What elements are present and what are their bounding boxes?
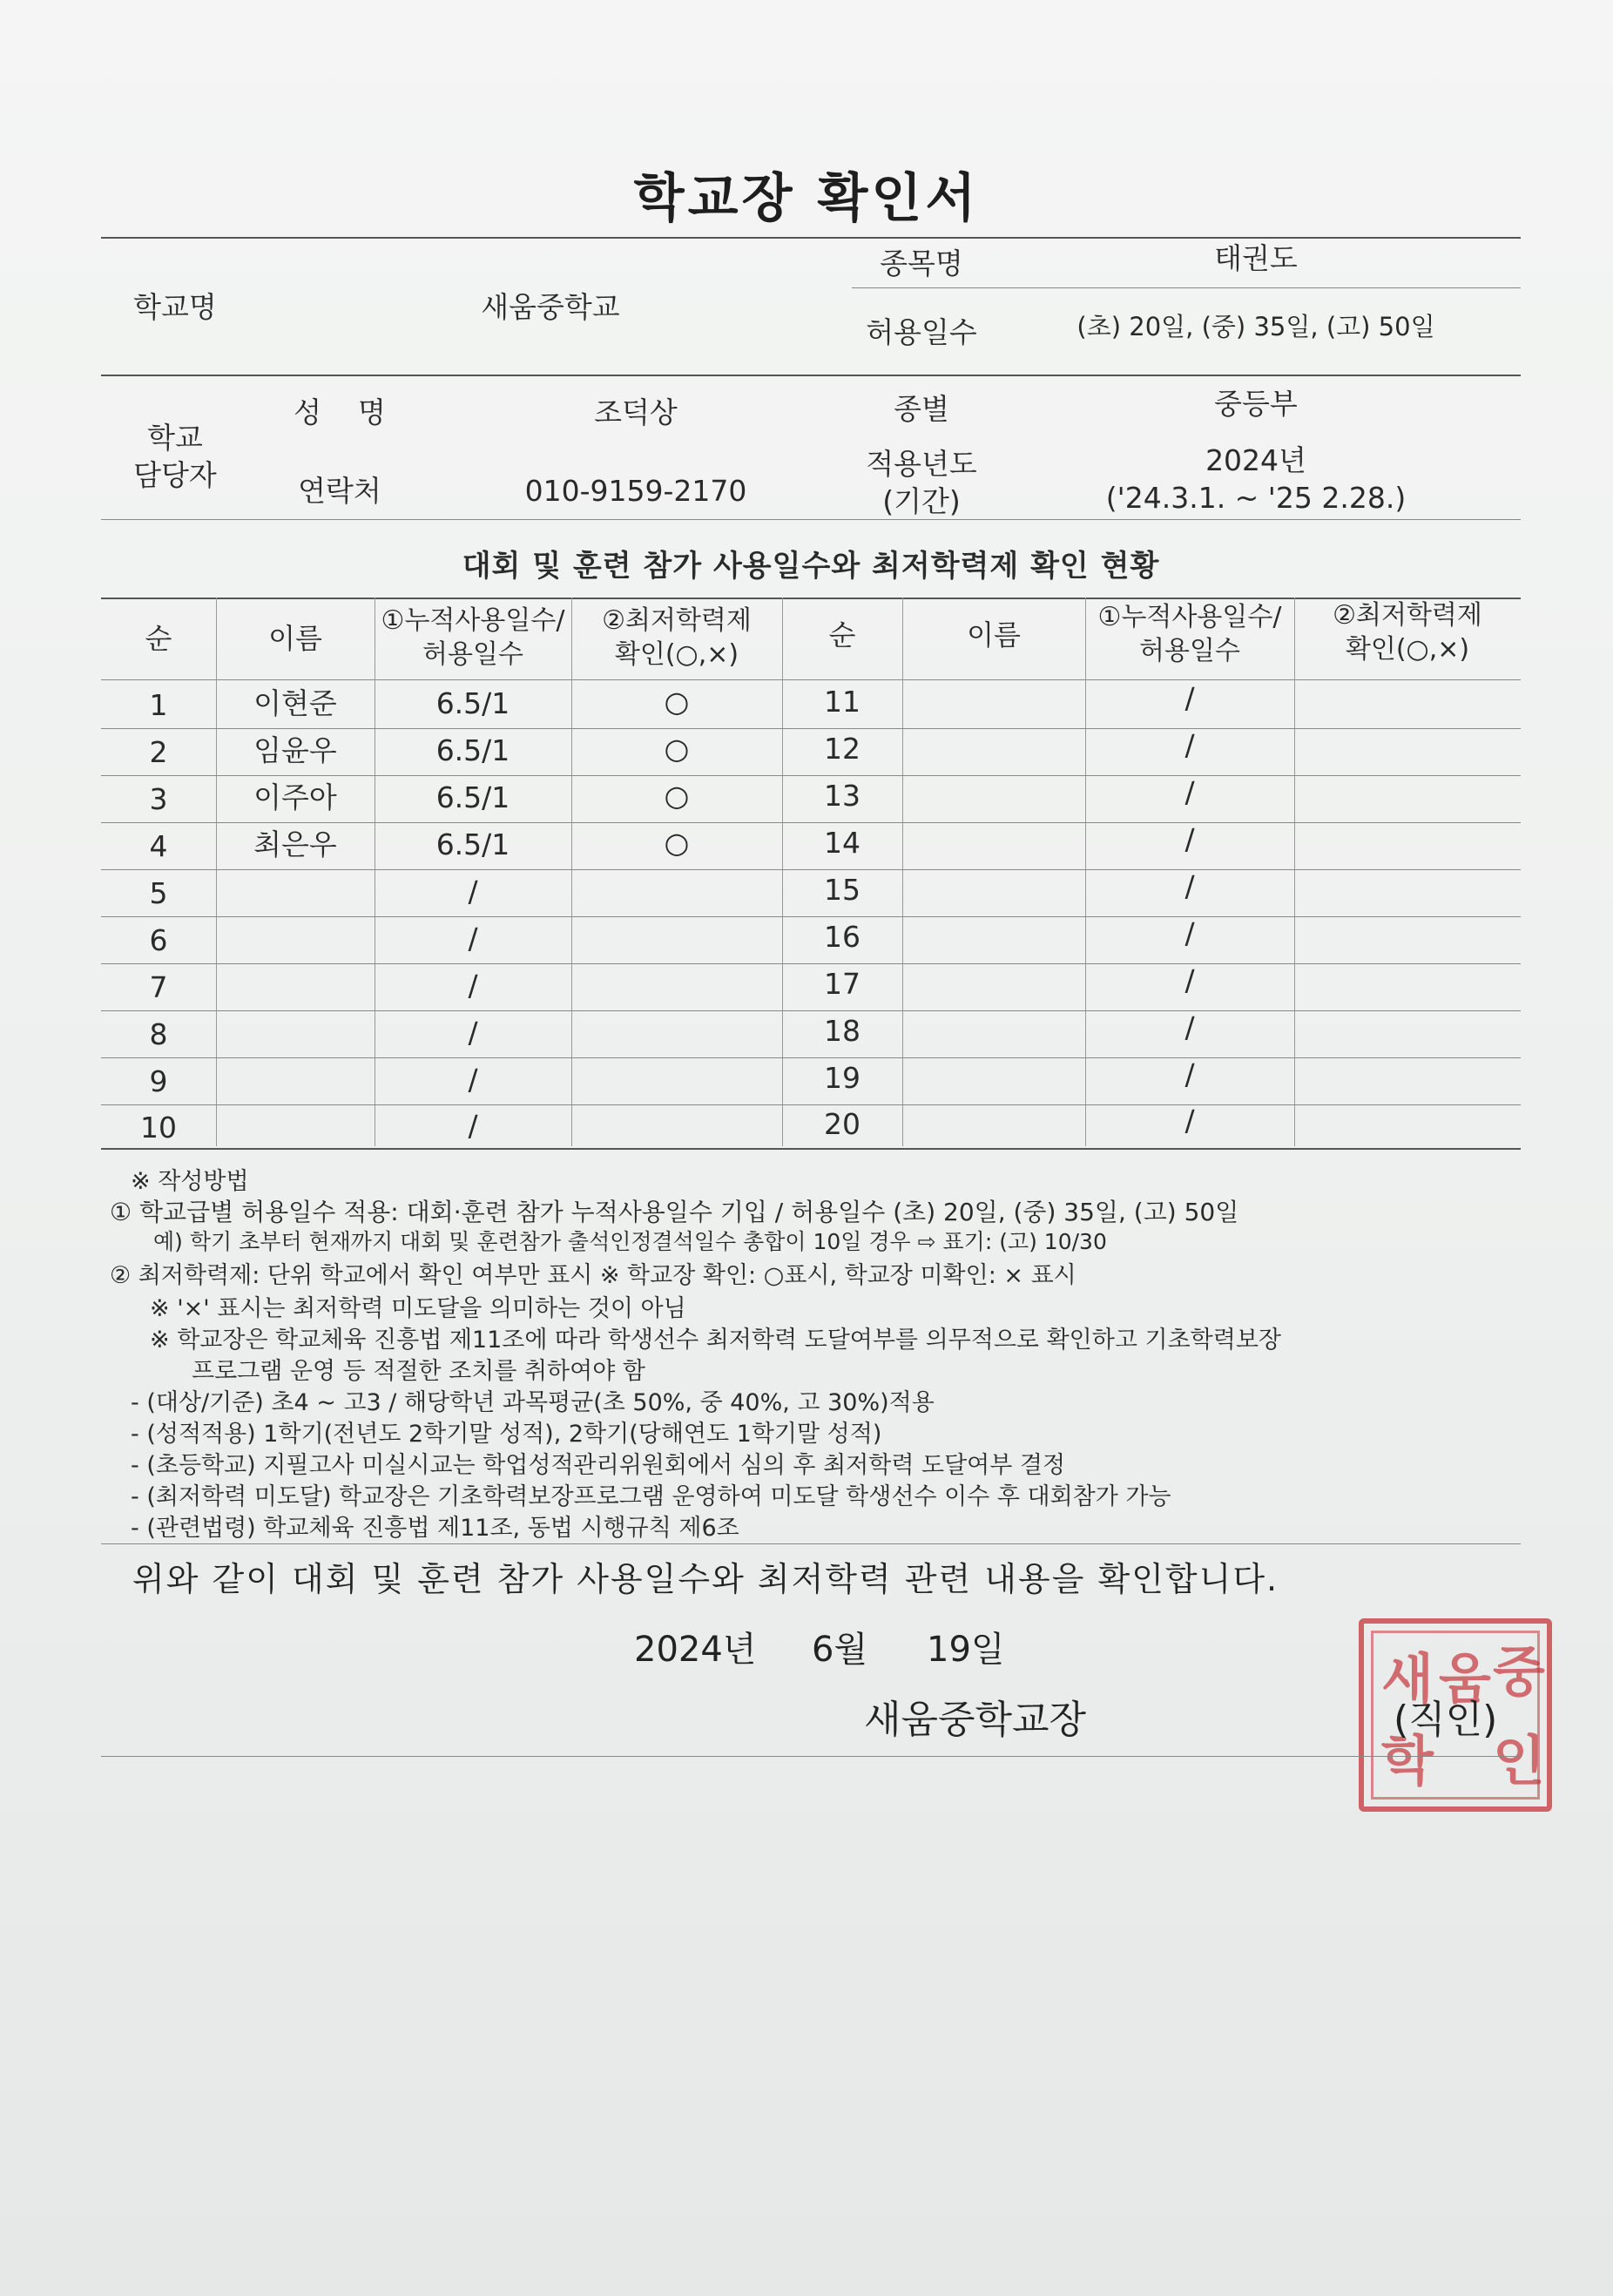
officer-label-line2: 담당자 bbox=[133, 458, 217, 492]
row-days: / bbox=[1184, 727, 1195, 762]
header-days-line2: 허용일수 bbox=[1139, 636, 1240, 666]
row-days: / bbox=[468, 874, 478, 908]
row-no: 13 bbox=[824, 778, 860, 813]
row-name bbox=[902, 773, 1085, 819]
row-days: / bbox=[1184, 1057, 1195, 1091]
row-name: 이주아 bbox=[253, 780, 337, 814]
row-days: / bbox=[1184, 1103, 1195, 1138]
row-confirm bbox=[571, 868, 782, 913]
header-confirm-line1: ②최저학력제 bbox=[602, 605, 752, 636]
row-name bbox=[902, 1103, 1085, 1146]
row-no: 19 bbox=[824, 1060, 860, 1095]
row-no: 6 bbox=[149, 922, 168, 957]
header-no: 순 bbox=[828, 618, 856, 652]
info-divider bbox=[101, 375, 1521, 376]
row-confirm bbox=[571, 1009, 782, 1054]
notes-bottom-border bbox=[101, 1543, 1521, 1544]
document-title: 학교장 확인서 bbox=[633, 168, 980, 229]
note-detail-3: - (초등학교) 지필고사 미실시교는 학업성적관리위원회에서 심의 후 최저학력 도달여부 결정 bbox=[131, 1452, 1066, 1479]
row-days: / bbox=[468, 968, 478, 1003]
year-label-line2: (기간) bbox=[882, 484, 961, 518]
row-confirm bbox=[1294, 770, 1521, 815]
contact-label: 연락처 bbox=[298, 473, 381, 508]
row-no: 7 bbox=[149, 969, 168, 1004]
school-name: 새움중학교 bbox=[481, 289, 620, 324]
officer-label-line1: 학교 bbox=[147, 421, 203, 456]
signer-title: 새움중학교장 bbox=[864, 1698, 1087, 1742]
row-days: / bbox=[468, 1015, 478, 1050]
header-days-line2: 허용일수 bbox=[422, 639, 523, 670]
row-name bbox=[216, 963, 375, 1009]
row-days: / bbox=[468, 921, 478, 956]
header-name: 이름 bbox=[967, 618, 1021, 652]
row-name: 최은우 bbox=[253, 827, 337, 861]
year-value bbox=[991, 441, 1521, 519]
year-label-line1: 적용년도 bbox=[866, 447, 977, 482]
row-name bbox=[902, 820, 1085, 866]
table-title: 대회 및 훈련 참가 사용일수와 최저학력제 확인 현황 bbox=[462, 548, 1160, 584]
header-days-line1: ①누적사용일수/ bbox=[381, 605, 565, 636]
row-no: 9 bbox=[149, 1064, 168, 1098]
row-days: / bbox=[1184, 680, 1195, 715]
row-confirm bbox=[1294, 1099, 1521, 1143]
row-days: / bbox=[1184, 821, 1195, 856]
row-no: 2 bbox=[149, 734, 168, 769]
header-confirm bbox=[1294, 592, 1521, 672]
info-divider bbox=[852, 287, 1521, 288]
row-no: 10 bbox=[140, 1110, 177, 1145]
row-confirm: ○ bbox=[664, 731, 690, 766]
row-confirm: ○ bbox=[664, 825, 690, 860]
table-bottom-border bbox=[101, 1148, 1521, 1150]
note-1: ① 학교급별 허용일수 적용: 대회·훈련 참가 누적사용일수 기입 / 허용일수 (초) 20일, (중) 35일, (고) 50일 bbox=[110, 1198, 1239, 1226]
year-value-period: ('24.3.1. ~ '25 2.28.) bbox=[1105, 481, 1407, 515]
header-confirm-line1: ②최저학력제 bbox=[1333, 600, 1482, 631]
note-2-a: ※ '×' 표시는 최저학력 미도달을 의미하는 것이 아님 bbox=[150, 1295, 686, 1322]
row-days: 6.5/1 bbox=[435, 685, 510, 720]
note-detail-2: - (성적적용) 1학기(전년도 2학기말 성적), 2학기(당해연도 1학기말 성적) bbox=[131, 1421, 882, 1448]
school-label: 학교명 bbox=[133, 289, 217, 324]
signature-bottom-border bbox=[101, 1756, 1521, 1757]
row-name bbox=[216, 869, 375, 915]
officer-name: 조덕상 bbox=[594, 395, 678, 429]
note-detail-1: - (대상/기준) 초4 ~ 고3 / 해당학년 과목평균(초 50%, 중 40%, 고 30%)적용 bbox=[131, 1389, 935, 1416]
row-days: 6.5/1 bbox=[435, 827, 510, 861]
header-confirm bbox=[571, 598, 782, 678]
row-no: 4 bbox=[149, 828, 168, 863]
row-confirm bbox=[1294, 958, 1521, 1003]
row-no: 11 bbox=[824, 684, 860, 719]
name-label: 성 명 bbox=[294, 395, 386, 429]
row-days: / bbox=[1184, 915, 1195, 950]
year-label bbox=[852, 444, 991, 523]
row-name bbox=[902, 1009, 1085, 1054]
sport-value: 태권도 bbox=[1214, 240, 1298, 275]
row-days: / bbox=[1184, 962, 1195, 997]
row-confirm bbox=[571, 962, 782, 1007]
header-days-line1: ①누적사용일수/ bbox=[1097, 602, 1282, 632]
sport-label: 종목명 bbox=[880, 246, 963, 280]
row-confirm: ○ bbox=[664, 684, 690, 719]
note-detail-4: - (최저학력 미도달) 학교장은 기초학력보장프로그램 운영하여 미도달 학생선수 이수 후 대회참가 가능 bbox=[131, 1483, 1171, 1510]
header-days bbox=[1085, 594, 1294, 674]
row-name bbox=[902, 868, 1085, 913]
row-name bbox=[902, 679, 1085, 725]
note-2-b: ※ 학교장은 학교체육 진흥법 제11조에 따라 학생선수 최저학력 도달여부를 의무적으로 확인하고 기초학력보장 bbox=[150, 1327, 1281, 1354]
row-no: 1 bbox=[149, 687, 168, 722]
confirmation-statement: 위와 같이 대회 및 훈련 참가 사용일수와 최저학력 관련 내용을 확인합니다. bbox=[132, 1560, 1279, 1598]
row-no: 17 bbox=[824, 966, 860, 1001]
row-confirm: ○ bbox=[664, 778, 690, 813]
row-days: / bbox=[1184, 774, 1195, 809]
row-days: / bbox=[1184, 868, 1195, 903]
header-confirm-line2: 확인(○,×) bbox=[614, 639, 739, 670]
row-name: 이현준 bbox=[253, 685, 337, 720]
allowed-days-label: 허용일수 bbox=[866, 314, 977, 349]
row-no: 8 bbox=[149, 1016, 168, 1051]
division-value: 중등부 bbox=[1214, 386, 1298, 421]
row-days: / bbox=[1184, 1010, 1195, 1044]
year-value-year: 2024년 bbox=[1205, 443, 1306, 478]
row-confirm bbox=[571, 1103, 782, 1146]
date-year: 2024년 bbox=[634, 1630, 757, 1670]
division-label: 종별 bbox=[894, 391, 949, 426]
note-2-b-cont: 프로그램 운영 등 적절한 조치를 취하여야 함 bbox=[192, 1358, 645, 1385]
row-confirm bbox=[1294, 723, 1521, 768]
note-1-example: 예) 학기 초부터 현재까지 대회 및 훈련참가 출석인정결석일수 총합이 10일 경우 ⇨ 표기: (고) 10/30 bbox=[153, 1229, 1107, 1254]
header-no: 순 bbox=[145, 622, 172, 656]
official-seal: 새 움 중 학 인 bbox=[1359, 1618, 1552, 1812]
officer-label bbox=[101, 409, 249, 505]
header-confirm-line2: 확인(○,×) bbox=[1345, 634, 1470, 665]
row-confirm bbox=[1294, 911, 1521, 956]
row-name bbox=[216, 1104, 375, 1148]
row-days: / bbox=[468, 1062, 478, 1097]
row-confirm bbox=[1294, 864, 1521, 909]
row-confirm bbox=[1294, 817, 1521, 862]
header-name: 이름 bbox=[268, 622, 322, 656]
row-days: / bbox=[468, 1108, 478, 1143]
row-no: 16 bbox=[824, 919, 860, 954]
allowed-days-value: (초) 20일, (중) 35일, (고) 50일 bbox=[1076, 312, 1435, 342]
note-detail-5: - (관련법령) 학교체육 진흥법 제11조, 동법 시행규칙 제6조 bbox=[131, 1515, 739, 1542]
row-no: 12 bbox=[824, 731, 860, 766]
row-confirm bbox=[1294, 1005, 1521, 1050]
row-confirm bbox=[1294, 1052, 1521, 1097]
row-days: 6.5/1 bbox=[435, 733, 510, 767]
contact-value: 010-9159-2170 bbox=[524, 473, 747, 508]
row-no: 18 bbox=[824, 1013, 860, 1048]
row-name bbox=[902, 1056, 1085, 1101]
row-name bbox=[902, 962, 1085, 1007]
date-day: 19일 bbox=[927, 1630, 1005, 1670]
row-name bbox=[902, 915, 1085, 960]
row-name bbox=[216, 916, 375, 962]
row-no: 5 bbox=[149, 875, 168, 910]
row-confirm bbox=[571, 1056, 782, 1101]
row-name bbox=[216, 1010, 375, 1056]
row-name bbox=[216, 1057, 375, 1103]
row-no: 14 bbox=[824, 825, 860, 860]
row-days: 6.5/1 bbox=[435, 780, 510, 814]
row-confirm bbox=[571, 915, 782, 960]
note-2: ② 최저학력제: 단위 학교에서 확인 여부만 표시 ※ 학교장 확인: ○표시, 학교장 미확인: × 표시 bbox=[110, 1262, 1076, 1289]
seal-mark: (직인) bbox=[1394, 1698, 1498, 1742]
row-no: 20 bbox=[824, 1106, 860, 1141]
header-days bbox=[375, 598, 571, 678]
row-name: 임윤우 bbox=[253, 733, 337, 767]
date-month: 6월 bbox=[812, 1630, 868, 1670]
row-confirm bbox=[1294, 676, 1521, 721]
notes-heading: ※ 작성방법 bbox=[131, 1168, 249, 1195]
row-name bbox=[902, 726, 1085, 772]
row-no: 15 bbox=[824, 872, 860, 907]
info-divider bbox=[101, 519, 1521, 520]
row-no: 3 bbox=[149, 781, 168, 816]
